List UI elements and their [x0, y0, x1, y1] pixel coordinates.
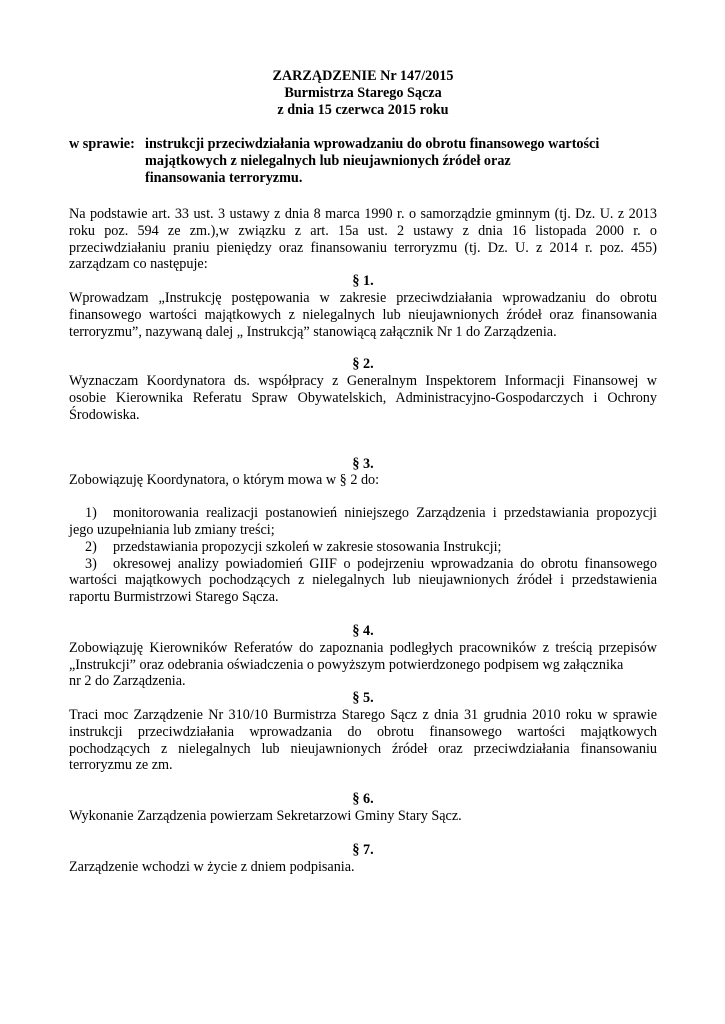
- list-item-text: przedstawiania propozycji szkoleń w zakresie stosowania Instrukcji;: [113, 538, 502, 555]
- subject-line: instrukcji przeciwdziałania wprowadzaniu do obrotu finansowego wartości: [145, 136, 600, 152]
- list-item: [69, 539, 657, 556]
- subject-line: majątkowych z nielegalnych lub nieujawnionych źródeł oraz: [145, 153, 511, 169]
- paragraph-line: Traci moc Zarządzenie Nr 310/10 Burmistrza Starego Sącz z dnia 31 grudnia 2010 roku w sprawie: [69, 706, 657, 723]
- document-subject: [69, 136, 657, 187]
- paragraph-line: przeciwdziałaniu praniu pieniędzy oraz finansowaniu terroryzmu (tj. Dz. U. z 2014 r. poz. 455): [69, 239, 657, 256]
- paragraph-line: Wyznaczam Koordynatora ds. współpracy z Generalnym Inspektorem Informacji Finansowej w: [69, 373, 657, 390]
- paragraph-line: zarządzam co następuje:: [69, 256, 208, 273]
- list-item-line: [69, 539, 657, 556]
- paragraph-line: pochodzących z nielegalnych lub nieujawnionych źródeł oraz przeciwdziałania finansowaniu: [69, 740, 657, 757]
- section-3: [69, 456, 657, 606]
- section-7-title: § 7.: [352, 841, 374, 858]
- section-2-title: § 2.: [352, 356, 374, 373]
- section-4: [69, 623, 657, 690]
- legal-basis-paragraph: [69, 206, 657, 273]
- list-item-line: [69, 505, 657, 522]
- paragraph-line: finansowego wartości majątkowych z nielegalnych lub nieujawnionych źródeł oraz finansowania: [69, 306, 657, 323]
- list-item: [69, 505, 657, 539]
- section-1: [69, 273, 657, 340]
- section-3-title: § 3.: [352, 455, 374, 472]
- paragraph-line: nr 2 do Zarządzenia.: [69, 673, 186, 690]
- section-5: [69, 690, 657, 774]
- document-header: [69, 68, 657, 119]
- paragraph-line: roku poz. 594 ze zm.),w związku z art. 15a ust. 2 ustawy z dnia 16 listopada 2000 r. o: [69, 222, 657, 239]
- subject-label: w sprawie:: [69, 136, 135, 152]
- section-7: [69, 842, 657, 876]
- list-item-number: 1): [85, 505, 97, 522]
- document-issuer: Burmistrza Starego Sącza: [284, 85, 442, 101]
- list-item-line: jego uzupełniania lub zmiany treści;: [69, 521, 275, 538]
- paragraph-line: Wprowadzam „Instrukcję postępowania w zakresie przeciwdziałania wprowadzaniu do obrotu: [69, 289, 657, 306]
- paragraph-line: instrukcji przeciwdziałania wprowadzania do obrotu finansowego wartości majątkowych: [69, 723, 657, 740]
- paragraph-line: „Instrukcji” oraz odebrania oświadczenia o powyższym potwierdzonego podpisem wg załącznika: [69, 656, 624, 673]
- list-item-text: monitorowania realizacji postanowień niniejszego Zarządzenia i przedstawiania propozycji: [113, 505, 657, 522]
- paragraph-line: terroryzmu”, nazywaną dalej „ Instrukcją” stanowiącą załącznik Nr 1 do Zarządzenia.: [69, 323, 557, 340]
- subject-text: [145, 136, 657, 187]
- section-5-title: § 5.: [352, 690, 374, 707]
- section-3-lead: Zobowiązuję Koordynatora, o którym mowa w § 2 do:: [69, 472, 380, 489]
- paragraph-line: Zarządzenie wchodzi w życie z dniem podpisania.: [69, 858, 355, 875]
- document-date: z dnia 15 czerwca 2015 roku: [277, 102, 449, 118]
- paragraph-line: Zobowiązuję Kierowników Referatów do zapoznania podległych pracowników z treścią przepisów: [69, 639, 657, 656]
- list-item: [69, 556, 657, 606]
- section-1-title: § 1.: [352, 273, 374, 290]
- list-item-line: raportu Burmistrzowi Starego Sącza.: [69, 589, 279, 606]
- list-item-text: okresowej analizy powiadomień GIIF o podejrzeniu wprowadzania do obrotu finansowego: [113, 555, 657, 572]
- section-6: [69, 791, 657, 825]
- subject-line: finansowania terroryzmu.: [145, 170, 303, 186]
- section-2: [69, 356, 657, 423]
- list-item-line: wartości majątkowych pochodzących z nielegalnych lub nieujawnionych źródeł i przedstawienia: [69, 572, 657, 589]
- duties-list: [69, 505, 657, 606]
- list-item-number: 2): [85, 538, 97, 555]
- document-title: ZARZĄDZENIE Nr 147/2015: [272, 68, 454, 84]
- paragraph-line: Na podstawie art. 33 ust. 3 ustawy z dnia 8 marca 1990 r. o samorządzie gminnym (tj. Dz. U. z 2013: [69, 206, 657, 222]
- paragraph-line: osobie Kierownika Referatu Spraw Obywatelskich, Administracyjno-Gospodarczych i Ochrony: [69, 389, 657, 406]
- section-4-title: § 4.: [352, 622, 374, 639]
- document-page: [69, 68, 657, 875]
- paragraph-line: Wykonanie Zarządzenia powierzam Sekretarzowi Gminy Stary Sącz.: [69, 807, 462, 824]
- list-item-number: 3): [85, 555, 97, 572]
- list-item-line: [69, 556, 657, 573]
- paragraph-line: Środowiska.: [69, 406, 140, 423]
- paragraph-line: terroryzmu ze zm.: [69, 757, 173, 774]
- section-6-title: § 6.: [352, 791, 374, 808]
